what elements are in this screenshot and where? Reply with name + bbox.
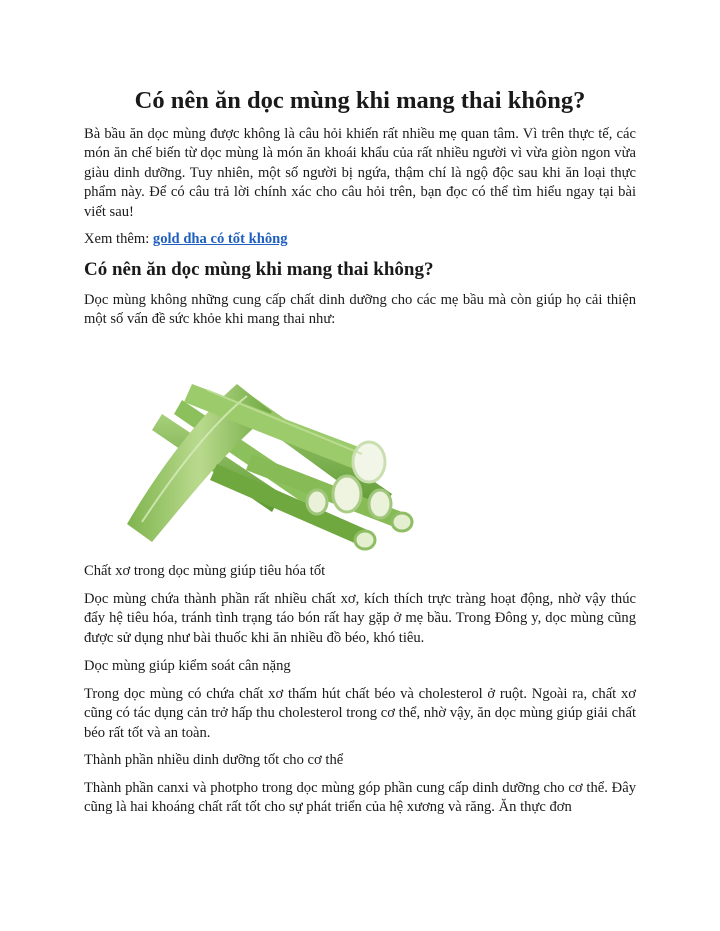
benefit-body-nutrition: Thành phần canxi và photpho trong dọc mùng góp phần cung cấp dinh dưỡng cho cơ thể. Đây cũng là hai khoáng chất rất tốt cho sự phát triển của hệ xương và răng. Ăn thực đơn bbox=[84, 780, 636, 816]
benefit-heading-weight: Dọc mùng giúp kiểm soát cân nặng bbox=[84, 658, 291, 674]
benefit-body-digestion: Dọc mùng chứa thành phần rất nhiều chất xơ, kích thích trực tràng hoạt động, nhờ vậy thúc đẩy hệ tiêu hóa, tránh tình trạng táo bón rất hay gặp ở mẹ bầu. Trong Đông y, dọc mùng cũng được sử dụng như bài thuốc khi ăn nhiều đồ béo, khó tiêu. bbox=[84, 591, 636, 646]
section-heading: Có nên ăn dọc mùng khi mang thai không? bbox=[84, 259, 434, 280]
benefit-heading-digestion: Chất xơ trong dọc mùng giúp tiêu hóa tốt bbox=[84, 563, 326, 579]
benefit-body-weight: Trong dọc mùng có chứa chất xơ thấm hút chất béo và cholesterol ở ruột. Ngoài ra, chất xơ cũng có tác dụng cản trở hấp thu cholesterol trong cơ thể, nhờ vậy, ăn dọc mùng giúp giải chất béo rất tốt và an toàn. bbox=[84, 686, 636, 741]
see-also-line bbox=[84, 230, 636, 249]
benefit-heading-nutrition: Thành phần nhiều dinh dưỡng tốt cho cơ thể bbox=[84, 752, 344, 768]
section-intro: Dọc mùng không những cung cấp chất dinh dưỡng cho các mẹ bầu mà còn giúp họ cải thiện một số vấn đề sức khỏe khi mang thai như: bbox=[84, 292, 636, 328]
taro-stem-image bbox=[122, 344, 422, 556]
page-title: Có nên ăn dọc mùng khi mang thai không? bbox=[134, 87, 586, 114]
see-also-link[interactable]: gold dha có tốt không bbox=[152, 231, 288, 247]
intro-paragraph: Bà bầu ăn dọc mùng được không là câu hỏi khiến rất nhiều mẹ quan tâm. Vì trên thực tế, các món ăn chế biến từ dọc mùng là món ăn khoái khẩu của rất nhiều người vì vừa giòn ngon vừa giàu dinh dưỡng. Tuy nhiên, một số người bị ngứa, thậm chí là ngộ độc sau khi ăn loại thực phẩm này. Để có câu trả lời chính xác cho câu hỏi trên, bạn đọc có thể tìm hiểu ngay tại bài viết sau! bbox=[84, 126, 636, 220]
see-also-prefix: Xem thêm: bbox=[84, 231, 153, 247]
